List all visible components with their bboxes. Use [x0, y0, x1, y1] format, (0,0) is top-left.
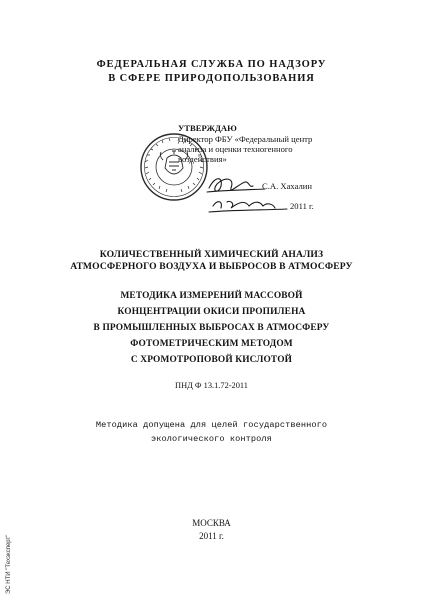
agency-name-line-2: В СФЕРЕ ПРИРОДОПОЛЬЗОВАНИЯ	[108, 73, 315, 84]
method-title-line-5: С ХРОМОТРОПОВОЙ КИСЛОТОЙ	[130, 355, 293, 365]
side-database-stamp: ЭС НТИ "Техэксперт"	[6, 534, 12, 594]
agency-name-line-1: ФЕДЕРАЛЬНАЯ СЛУЖБА ПО НАДЗОРУ	[96, 59, 327, 70]
publication-city: МОСКВА	[192, 518, 231, 528]
method-title-line-2: КОНЦЕНТРАЦИИ ОКИСИ ПРОПИЛЕНА	[117, 307, 306, 317]
approval-role-line-2: анализа и оценки техногенного	[178, 144, 293, 154]
approval-role-line-3: воздействия»	[178, 154, 227, 164]
document-title-line-2: АТМОСФЕРНОГО ВОЗДУХА И ВЫБРОСОВ В АТМОСФЕРУ	[70, 261, 353, 272]
publication-year: 2011 г.	[199, 531, 224, 541]
document-title-line-1: КОЛИЧЕСТВЕННЫЙ ХИМИЧЕСКИЙ АНАЛИЗ	[99, 249, 324, 260]
approval-date-year: 2011 г.	[290, 201, 314, 211]
approval-role-line-1: Директор ФБУ «Федеральный центр	[178, 134, 313, 144]
approval-signatory: С.А. Хахалин	[262, 181, 312, 191]
approval-heading: УТВЕРЖДАЮ	[178, 123, 237, 133]
document-code: ПНД Ф 13.1.72-2011	[175, 381, 248, 390]
purpose-line-2: экологического контроля	[151, 434, 272, 444]
method-title-line-4: ФОТОМЕТРИЧЕСКИМ МЕТОДОМ	[130, 339, 293, 349]
method-title-line-1: МЕТОДИКА ИЗМЕРЕНИЙ МАССОВОЙ	[120, 291, 303, 301]
purpose-line-1: Методика допущена для целей государственного	[95, 420, 328, 430]
method-title-line-3: В ПРОМЫШЛЕННЫХ ВЫБРОСАХ В АТМОСФЕРУ	[93, 323, 330, 333]
